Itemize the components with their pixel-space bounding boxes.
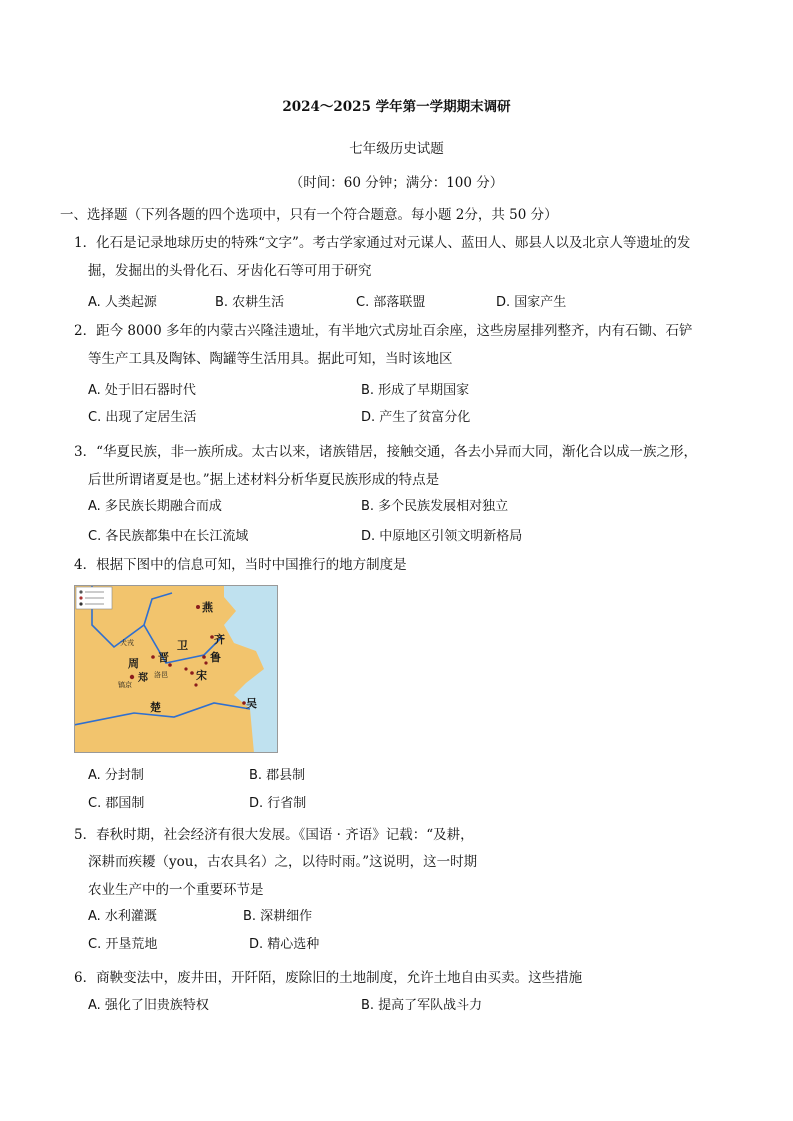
q3-stem-line2: 后世所谓诸夏是也。”据上述材料分析华夏民族形成的特点是 xyxy=(88,472,440,488)
q1-option-b[interactable]: B. 农耕生活 xyxy=(215,295,285,310)
q6-option-a[interactable]: A. 强化了旧贵族特权 xyxy=(88,998,209,1013)
map-label-haojing: 镐京 xyxy=(118,681,132,689)
map-city-dot xyxy=(204,661,207,664)
map-label-qi: 齐 xyxy=(214,633,225,646)
q1-option-a[interactable]: A. 人类起源 xyxy=(88,295,157,310)
map-city-dot xyxy=(210,635,214,639)
map-label-yan: 燕 xyxy=(202,601,213,614)
q1-option-d[interactable]: D. 国家产生 xyxy=(496,295,567,310)
q4-option-b[interactable]: B. 郡县制 xyxy=(249,768,306,783)
map-label-song: 宋 xyxy=(196,669,207,682)
q1-stem-line2: 掘，发掘出的头骨化石、牙齿化石等可用于研究 xyxy=(88,263,372,279)
map-label-chu: 楚 xyxy=(150,701,161,714)
map-label-luoyi: 洛邑 xyxy=(154,671,168,679)
map-city-dot xyxy=(130,675,134,679)
map-label-jin: 晋 xyxy=(158,651,169,664)
exam-title: 2024～2025 学年第一学期期末调研 xyxy=(282,99,511,115)
map-label-lu: 鲁 xyxy=(210,651,221,664)
q3-option-c[interactable]: C. 各民族都集中在长江流域 xyxy=(88,529,249,544)
legend-dot-icon xyxy=(79,602,82,605)
q5-option-b[interactable]: B. 深耕细作 xyxy=(243,909,313,924)
map-city-dot xyxy=(168,663,172,667)
q2-option-d[interactable]: D. 产生了贫富分化 xyxy=(361,410,471,425)
q5-option-c[interactable]: C. 开垦荒地 xyxy=(88,937,158,952)
q4-option-a[interactable]: A. 分封制 xyxy=(88,768,144,783)
map-label-wei: 卫 xyxy=(177,639,188,652)
q2-stem-line2: 等生产工具及陶钵、陶罐等生活用具。据此可知，当时该地区 xyxy=(88,351,453,367)
q4-option-d[interactable]: D. 行省制 xyxy=(249,796,307,811)
map-city-dot xyxy=(194,683,197,686)
exam-time-info: （时间：60 分钟；满分：100 分） xyxy=(289,175,504,191)
q5-stem-line2: 深耕而疾耰（you，古农具名）之，以待时雨。”这说明，这一时期 xyxy=(88,854,478,870)
map-city-dot xyxy=(190,671,194,675)
q3-option-b[interactable]: B. 多个民族发展相对独立 xyxy=(361,499,509,514)
map-label-zheng: 郑 xyxy=(138,673,148,684)
map-city-dot xyxy=(242,701,246,705)
q5-option-a[interactable]: A. 水利灌溉 xyxy=(88,909,157,924)
legend-dot-icon xyxy=(79,596,82,599)
q3-stem-line1: 3．“华夏民族，非一族所成。太古以来，诸族错居，接触交通，各去小异而大同，渐化合以成一族之形， xyxy=(74,444,697,460)
map-label-quanrong: 犬戎 xyxy=(120,639,134,647)
section-heading: 一、选择题（下列各题的四个选项中，只有一个符合题意。每小题 2分，共 50 分） xyxy=(60,207,558,223)
zhou-states-map xyxy=(74,585,278,753)
q1-stem-line1: 1．化石是记录地球历史的特殊“文字”。考古学家通过对元谋人、蓝田人、郧县人以及北京人等遗址的发 xyxy=(74,235,691,251)
q2-option-a[interactable]: A. 处于旧石器时代 xyxy=(88,383,196,398)
legend-dot-icon xyxy=(79,590,82,593)
q4-stem: 4．根据下图中的信息可知，当时中国推行的地方制度是 xyxy=(74,557,407,573)
q5-stem-line1: 5．春秋时期，社会经济有很大发展。《国语 · 齐语》记载：“及耕， xyxy=(74,827,474,843)
map-label-wu: 吴 xyxy=(246,697,257,710)
q3-option-d[interactable]: D. 中原地区引领文明新格局 xyxy=(361,529,523,544)
exam-subject: 七年级历史试题 xyxy=(349,141,444,157)
map-label-zhou: 周 xyxy=(128,657,139,670)
q2-option-c[interactable]: C. 出现了定居生活 xyxy=(88,410,197,425)
map-city-dot xyxy=(184,667,187,670)
q1-option-c[interactable]: C. 部落联盟 xyxy=(356,295,426,310)
q2-stem-line1: 2．距今 8000 多年的内蒙古兴隆洼遗址，有半地穴式房址百余座，这些房屋排列整齐，内有石锄、石铲 xyxy=(74,323,693,339)
map-city-dot xyxy=(202,655,206,659)
q4-option-c[interactable]: C. 郡国制 xyxy=(88,796,145,811)
q2-option-b[interactable]: B. 形成了早期国家 xyxy=(361,383,470,398)
q6-stem: 6．商鞅变法中，废井田，开阡陌，废除旧的土地制度，允许土地自由买卖。这些措施 xyxy=(74,970,583,986)
map-city-dot xyxy=(196,605,200,609)
q6-option-b[interactable]: B. 提高了军队战斗力 xyxy=(361,998,483,1013)
q5-stem-line3: 农业生产中的一个重要环节是 xyxy=(88,882,264,898)
q5-option-d[interactable]: D. 精心选种 xyxy=(249,937,320,952)
q3-option-a[interactable]: A. 多民族长期融合而成 xyxy=(88,499,222,514)
map-city-dot xyxy=(151,655,155,659)
